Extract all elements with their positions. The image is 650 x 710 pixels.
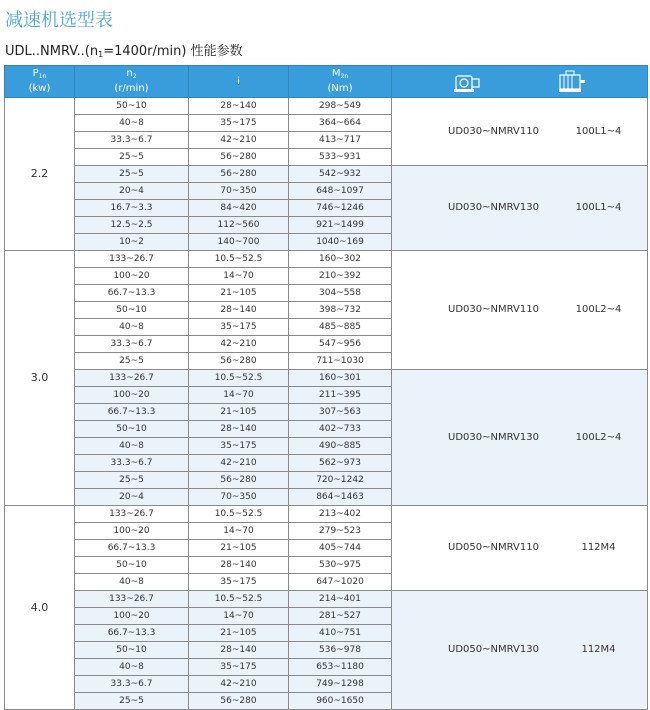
ratio-cell: 10.5~52.5 xyxy=(189,370,289,387)
ratio-cell: 56~280 xyxy=(189,166,289,183)
reducer-model: UD030~NMRV110 xyxy=(448,125,539,137)
reducer-model: UD050~NMRV110 xyxy=(448,542,539,553)
subtitle-prefix: UDL..NMRV..(n xyxy=(5,44,99,59)
torque-cell: 405~744 xyxy=(289,540,392,557)
ratio-cell: 35~175 xyxy=(189,659,289,676)
ratio-cell: 21~105 xyxy=(189,285,289,302)
torque-cell: 746~1246 xyxy=(289,200,392,217)
speed-cell: 50~10 xyxy=(75,421,189,438)
ratio-cell: 14~70 xyxy=(189,608,289,625)
page-title: 减速机选型表 xyxy=(5,10,113,31)
ratio-cell: 35~175 xyxy=(189,574,289,591)
torque-cell: 864~1463 xyxy=(289,489,392,506)
reducer-model: UD050~NMRV130 xyxy=(448,644,539,655)
speed-cell: 50~10 xyxy=(75,557,189,574)
ratio-cell: 42~210 xyxy=(189,132,289,149)
motor-model: 100L1~4 xyxy=(575,125,622,137)
torque-cell: 547~956 xyxy=(289,336,392,353)
motor-model: 100L1~4 xyxy=(575,202,622,213)
ratio-cell: 14~70 xyxy=(189,523,289,540)
torque-cell: 398~732 xyxy=(289,302,392,319)
ratio-cell: 10.5~52.5 xyxy=(189,251,289,268)
speed-cell: 66.7~13.3 xyxy=(75,404,189,421)
subtitle-suffix: =1400r/min) 性能参数 xyxy=(103,44,243,59)
torque-cell: 536~978 xyxy=(289,642,392,659)
reducer-model: UD030~NMRV130 xyxy=(448,431,539,443)
speed-cell: 133~26.7 xyxy=(75,370,189,387)
motor-model: 112M4 xyxy=(581,542,616,553)
torque-cell: 720~1242 xyxy=(289,472,392,489)
motor-model: 112M4 xyxy=(581,644,616,655)
power-cell: 3.0 xyxy=(5,251,75,506)
torque-cell: 364~664 xyxy=(289,115,392,132)
table-row xyxy=(5,591,648,608)
model-cell xyxy=(392,251,648,370)
table-row xyxy=(5,166,648,183)
ratio-cell: 70~350 xyxy=(189,489,289,506)
torque-cell: 160~302 xyxy=(289,251,392,268)
speed-cell: 16.7~3.3 xyxy=(75,200,189,217)
table-row xyxy=(5,506,648,523)
speed-cell: 25~5 xyxy=(75,166,189,183)
ratio-cell: 21~105 xyxy=(189,540,289,557)
torque-cell: 1040~169 xyxy=(289,234,392,251)
model-cell xyxy=(392,591,648,710)
subtitle-sub: 1 xyxy=(98,50,104,59)
torque-cell: 298~549 xyxy=(289,98,392,115)
ratio-cell: 140~700 xyxy=(189,234,289,251)
speed-cell: 20~4 xyxy=(75,183,189,200)
ratio-cell: 112~560 xyxy=(189,217,289,234)
torque-cell: 749~1298 xyxy=(289,676,392,693)
torque-cell: 921~1499 xyxy=(289,217,392,234)
torque-cell: 160~301 xyxy=(289,370,392,387)
torque-cell: 279~523 xyxy=(289,523,392,540)
header-torque: $M_{2n}$ (Nm) xyxy=(289,66,392,98)
speed-cell: 50~10 xyxy=(75,302,189,319)
speed-cell: 50~10 xyxy=(75,642,189,659)
speed-cell: 10~2 xyxy=(75,234,189,251)
ratio-cell: 14~70 xyxy=(189,387,289,404)
torque-cell: 413~717 xyxy=(289,132,392,149)
speed-cell: 40~8 xyxy=(75,659,189,676)
speed-cell: 12.5~2.5 xyxy=(75,217,189,234)
speed-cell: 133~26.7 xyxy=(75,506,189,523)
table-row xyxy=(5,251,648,268)
speed-cell: 133~26.7 xyxy=(75,251,189,268)
ratio-cell: 10.5~52.5 xyxy=(189,591,289,608)
speed-cell: 40~8 xyxy=(75,438,189,455)
ratio-cell: 42~210 xyxy=(189,336,289,353)
speed-cell: 133~26.7 xyxy=(75,591,189,608)
model-cell xyxy=(392,166,648,251)
ratio-cell: 28~140 xyxy=(189,98,289,115)
table-row xyxy=(5,370,648,387)
ratio-cell: 56~280 xyxy=(189,149,289,166)
ratio-cell: 42~210 xyxy=(189,455,289,472)
torque-cell: 711~1030 xyxy=(289,353,392,370)
torque-cell: 402~733 xyxy=(289,421,392,438)
ratio-cell: 56~280 xyxy=(189,353,289,370)
ratio-cell: 35~175 xyxy=(189,115,289,132)
speed-cell: 100~20 xyxy=(75,387,189,404)
torque-cell: 485~885 xyxy=(289,319,392,336)
speed-cell: 25~5 xyxy=(75,472,189,489)
power-cell: 2.2 xyxy=(5,98,75,251)
ratio-cell: 84~420 xyxy=(189,200,289,217)
speed-cell: 40~8 xyxy=(75,574,189,591)
speed-cell: 100~20 xyxy=(75,268,189,285)
torque-cell: 542~932 xyxy=(289,166,392,183)
ratio-cell: 28~140 xyxy=(189,302,289,319)
torque-cell: 213~402 xyxy=(289,506,392,523)
torque-cell: 647~1020 xyxy=(289,574,392,591)
table-row xyxy=(5,98,648,115)
speed-cell: 25~5 xyxy=(75,693,189,710)
ratio-cell: 56~280 xyxy=(189,693,289,710)
ratio-cell: 21~105 xyxy=(189,404,289,421)
torque-cell: 648~1097 xyxy=(289,183,392,200)
table-subtitle xyxy=(5,40,243,59)
speed-cell: 66.7~13.3 xyxy=(75,285,189,302)
header-icons xyxy=(392,66,648,98)
ratio-cell: 56~280 xyxy=(189,472,289,489)
power-cell: 4.0 xyxy=(5,506,75,710)
torque-cell: 490~885 xyxy=(289,438,392,455)
motor-model: 100L2~4 xyxy=(575,431,622,443)
header-power: $P_{1n}$ (kw) xyxy=(5,66,75,98)
motor-model: 100L2~4 xyxy=(575,304,622,315)
speed-cell: 50~10 xyxy=(75,98,189,115)
torque-cell: 307~563 xyxy=(289,404,392,421)
speed-cell: 33.3~6.7 xyxy=(75,132,189,149)
torque-cell: 530~975 xyxy=(289,557,392,574)
torque-cell: 960~1650 xyxy=(289,693,392,710)
ratio-cell: 35~175 xyxy=(189,319,289,336)
speed-cell: 100~20 xyxy=(75,608,189,625)
selection-table xyxy=(4,65,648,710)
model-cell xyxy=(392,506,648,591)
torque-cell: 304~558 xyxy=(289,285,392,302)
torque-cell: 533~931 xyxy=(289,149,392,166)
torque-cell: 214~401 xyxy=(289,591,392,608)
ratio-cell: 42~210 xyxy=(189,676,289,693)
speed-cell: 20~4 xyxy=(75,489,189,506)
ratio-cell: 35~175 xyxy=(189,438,289,455)
speed-cell: 40~8 xyxy=(75,115,189,132)
torque-cell: 410~751 xyxy=(289,625,392,642)
torque-cell: 281~527 xyxy=(289,608,392,625)
ratio-cell: 10.5~52.5 xyxy=(189,506,289,523)
reducer-model: UD030~NMRV130 xyxy=(448,202,539,213)
header-row xyxy=(5,66,648,98)
speed-cell: 100~20 xyxy=(75,523,189,540)
reducer-model: UD030~NMRV110 xyxy=(448,304,539,315)
speed-cell: 66.7~13.3 xyxy=(75,625,189,642)
header-ratio: i xyxy=(189,66,289,98)
torque-cell: 211~395 xyxy=(289,387,392,404)
motor-icon xyxy=(557,70,587,94)
torque-cell: 653~1180 xyxy=(289,659,392,676)
header-speed: $n_2$ (r/min) xyxy=(75,66,189,98)
ratio-cell: 28~140 xyxy=(189,421,289,438)
speed-cell: 33.3~6.7 xyxy=(75,336,189,353)
speed-cell: 33.3~6.7 xyxy=(75,455,189,472)
speed-cell: 25~5 xyxy=(75,353,189,370)
gearbox-icon xyxy=(452,70,482,94)
torque-cell: 562~973 xyxy=(289,455,392,472)
ratio-cell: 70~350 xyxy=(189,183,289,200)
speed-cell: 40~8 xyxy=(75,319,189,336)
speed-cell: 66.7~13.3 xyxy=(75,540,189,557)
torque-cell: 210~392 xyxy=(289,268,392,285)
ratio-cell: 14~70 xyxy=(189,268,289,285)
ratio-cell: 28~140 xyxy=(189,557,289,574)
model-cell xyxy=(392,98,648,166)
ratio-cell: 28~140 xyxy=(189,642,289,659)
model-cell xyxy=(392,370,648,506)
speed-cell: 33.3~6.7 xyxy=(75,676,189,693)
ratio-cell: 21~105 xyxy=(189,625,289,642)
speed-cell: 25~5 xyxy=(75,149,189,166)
table-body xyxy=(5,98,648,710)
